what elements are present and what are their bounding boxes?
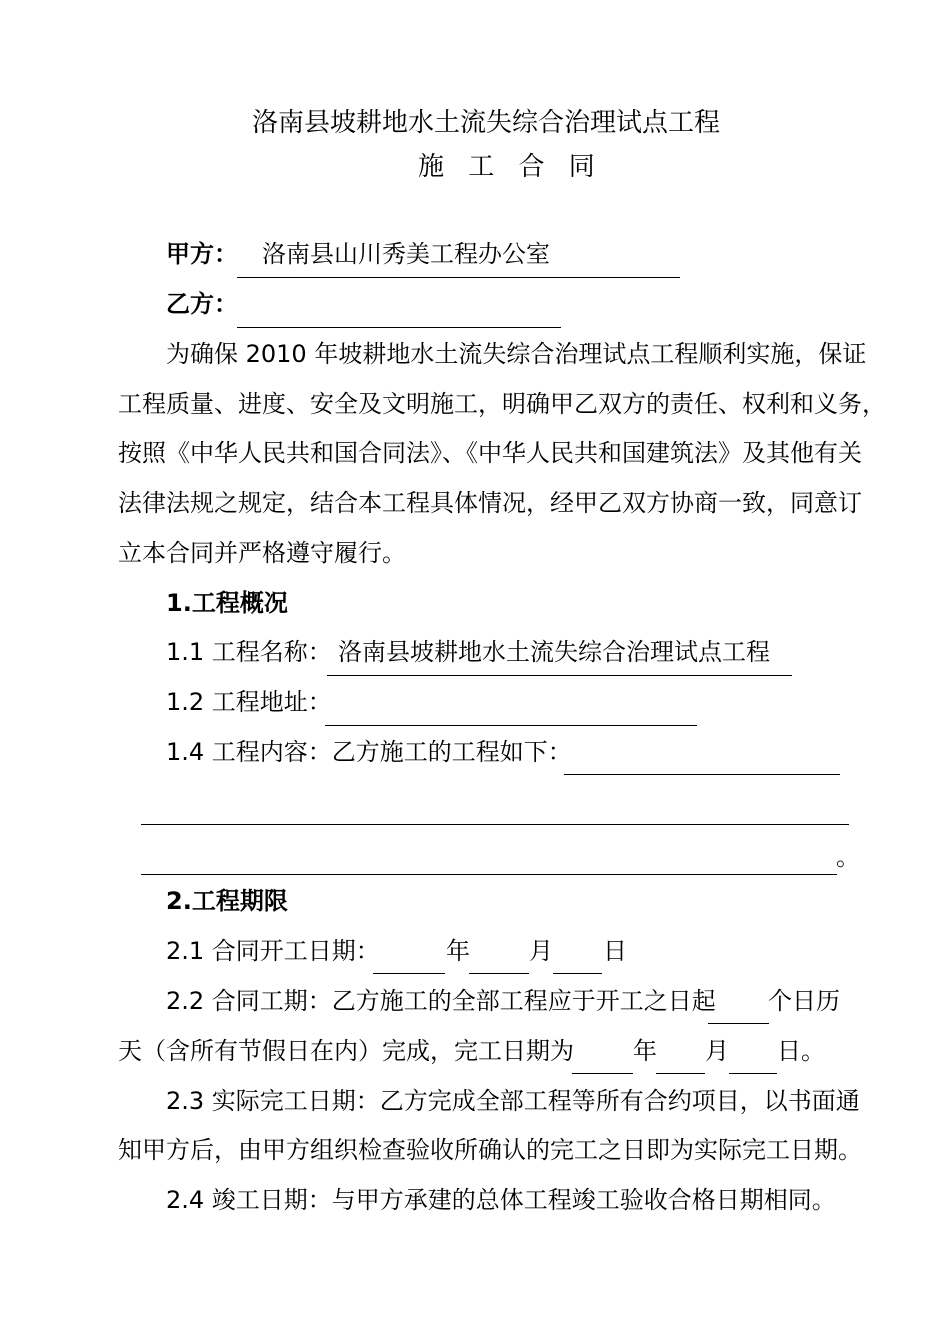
final-acceptance-text: 2.4 竣工日期：与甲方承建的总体工程竣工验收合格日期相同。: [166, 1186, 836, 1214]
project-content-label: 1.4 工程内容：乙方施工的工程如下：: [166, 738, 572, 766]
start-month-underline: [469, 973, 529, 974]
party-b-underline: [237, 327, 561, 328]
start-year-underline: [373, 973, 445, 974]
project-address-underline: [325, 725, 697, 726]
start-month-label: 月: [529, 937, 553, 965]
start-date-label: 2.1 合同开工日期：: [166, 937, 380, 965]
completion-day-label: 日。: [777, 1037, 825, 1065]
party-b-label: 乙方：: [166, 290, 238, 318]
duration-text-suffix: 个日历: [768, 987, 840, 1015]
start-day-underline: [553, 973, 602, 974]
duration-text: 2.2 合同工期：乙方施工的全部工程应于开工之日起: [166, 987, 716, 1015]
completion-month-underline: [656, 1073, 705, 1074]
project-name-underline: [327, 675, 792, 676]
preamble-line: 立本合同并严格遵守履行。: [118, 539, 406, 567]
preamble-line: 为确保 2010 年坡耕地水土流失综合治理试点工程顺利实施，保证: [166, 340, 867, 368]
project-content-underline: [141, 824, 849, 825]
project-name-label: 1.1 工程名称：: [166, 638, 332, 666]
party-a-label: 甲方：: [166, 240, 238, 268]
completion-day-underline: [729, 1073, 777, 1074]
project-name-value: 洛南县坡耕地水土流失综合治理试点工程: [338, 638, 770, 666]
actual-completion-text: 2.3 实际完工日期：乙方完成全部工程等所有合约项目，以书面通: [166, 1087, 860, 1115]
party-a-value: 洛南县山川秀美工程办公室: [262, 240, 550, 268]
preamble-line: 工程质量、进度、安全及文明施工，明确甲乙双方的责任、权利和义务，: [118, 390, 886, 418]
preamble-line: 法律法规之规定，结合本工程具体情况，经甲乙双方协商一致，同意订: [118, 489, 862, 517]
project-content-underline: [564, 774, 840, 775]
duration-days-underline: [708, 1023, 769, 1024]
completion-year-underline: [572, 1073, 633, 1074]
preamble-line: 按照《中华人民共和国合同法》、《中华人民共和国建筑法》及其他有关: [118, 439, 862, 467]
document-subtitle: 施 工 合 同: [418, 152, 603, 182]
actual-completion-text: 知甲方后，由甲方组织检查验收所确认的完工之日即为实际完工日期。: [118, 1136, 862, 1164]
party-a-underline: [237, 277, 680, 278]
section-2-heading: 2.工程期限: [166, 887, 288, 915]
start-day-label: 日: [603, 937, 627, 965]
project-address-label: 1.2 工程地址：: [166, 688, 332, 716]
start-year-label: 年: [446, 937, 470, 965]
completion-year-label: 年: [633, 1037, 657, 1065]
completion-month-label: 月: [705, 1037, 729, 1065]
content-period: 。: [836, 843, 860, 871]
document-title: 洛南县坡耕地水土流失综合治理试点工程: [252, 108, 721, 138]
project-content-underline: [141, 874, 837, 875]
section-1-heading: 1.工程概况: [166, 589, 288, 617]
completion-date-text: 天（含所有节假日在内）完成，完工日期为: [118, 1037, 574, 1065]
